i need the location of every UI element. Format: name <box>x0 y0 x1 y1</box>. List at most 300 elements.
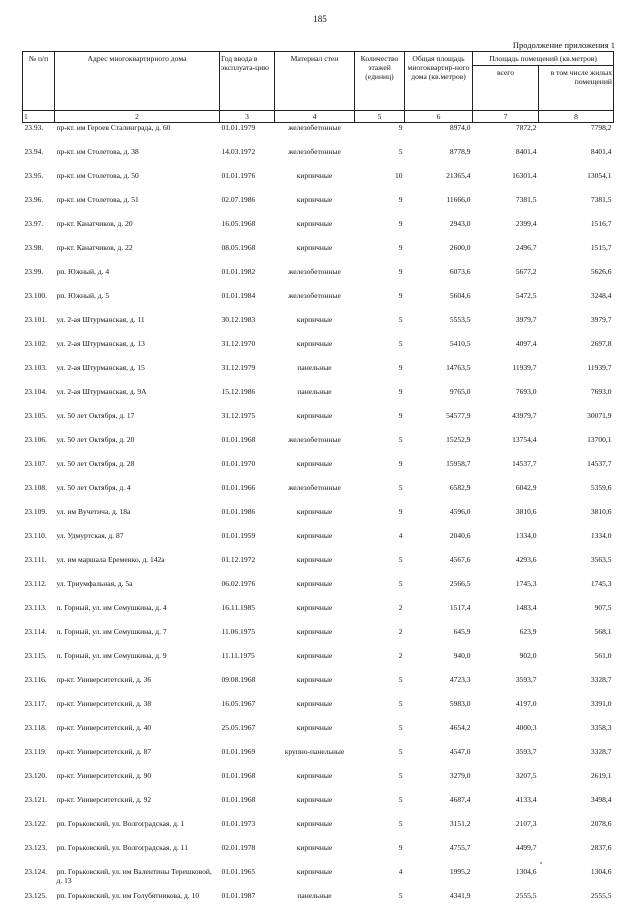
table-row <box>23 795 614 819</box>
row-number: 23.113. <box>24 603 47 612</box>
row-premises-total: 3207,5 <box>515 771 537 780</box>
row-total-area: 4654,2 <box>449 723 471 732</box>
row-premises-total: 5677,2 <box>515 267 537 276</box>
continuation-note: Продолжение приложения 1 <box>512 40 615 50</box>
row-premises-total: 1304,6 <box>515 867 537 876</box>
row-floors: 2 <box>398 651 403 660</box>
row-address: п. Горный, ул. им Семушкина, д. 4 <box>56 603 167 612</box>
row-year: 08.05.1968 <box>221 243 256 252</box>
row-address: рп. Южный, д. 4 <box>56 267 110 276</box>
row-total-area: 3151,2 <box>449 819 471 828</box>
row-address: пр-кт. Университетский, д. 36 <box>56 675 152 684</box>
row-premises-living: 3391,0 <box>590 699 612 708</box>
row-total-area: 8778,9 <box>449 147 471 156</box>
row-address: ул. 50 лет Октября, д. 28 <box>56 459 135 468</box>
row-total-area: 15958,7 <box>446 459 471 468</box>
row-number: 23.118. <box>24 723 47 732</box>
row-number: 23.112. <box>24 579 47 588</box>
row-premises-total: 2496,7 <box>515 243 537 252</box>
row-floors: 9 <box>398 219 403 228</box>
row-total-area: 5604,6 <box>449 291 471 300</box>
row-premises-living: 1516,7 <box>590 219 612 228</box>
row-premises-total: 5472,5 <box>515 291 537 300</box>
row-number: 23.103. <box>24 363 47 372</box>
row-year: 01.01.1969 <box>221 747 256 756</box>
row-material: железобетонные <box>288 291 341 300</box>
row-material: кирпичные <box>296 219 333 228</box>
row-total-area: 1517,4 <box>449 603 471 612</box>
row-premises-total: 7693,0 <box>515 387 537 396</box>
row-floors: 9 <box>398 363 403 372</box>
row-premises-living: 14537,7 <box>587 459 612 468</box>
row-address: рп. Южный, д. 5 <box>56 291 110 300</box>
row-total-area: 54577,9 <box>446 411 471 420</box>
row-year: 30.12.1983 <box>221 315 256 324</box>
row-year: 01.12.1972 <box>221 555 256 564</box>
row-number: 23.116. <box>24 675 47 684</box>
row-premises-living: 5359,6 <box>590 483 612 492</box>
row-address: пр-кт. им Героев Сталинграда, д. 60 <box>56 123 171 132</box>
row-premises-total: 4000,3 <box>515 723 537 732</box>
row-material: кирпичные <box>296 627 333 636</box>
column-number: 3 <box>220 111 275 123</box>
row-material: железобетонные <box>288 147 341 156</box>
row-address: пр-кт. им Столетова, д. 50 <box>56 171 139 180</box>
row-floors: 5 <box>398 315 403 324</box>
row-address: пр-кт. им Столетова, д. 38 <box>56 147 139 156</box>
row-floors: 5 <box>398 819 403 828</box>
row-number: 23.96. <box>24 195 44 204</box>
row-total-area: 4755,7 <box>449 843 471 852</box>
row-year: 31.12.1970 <box>221 339 256 348</box>
row-premises-total: 8401,4 <box>515 147 537 156</box>
row-total-area: 940,0 <box>453 651 471 660</box>
table-row <box>23 483 614 507</box>
row-floors: 9 <box>398 507 403 516</box>
row-floors: 9 <box>398 267 403 276</box>
row-year: 01.01.1968 <box>221 795 256 804</box>
row-number: 23.104. <box>24 387 47 396</box>
row-total-area: 4567,6 <box>449 555 471 564</box>
row-premises-total: 1745,3 <box>515 579 537 588</box>
row-number: 23.108. <box>24 483 47 492</box>
row-floors: 4 <box>398 531 403 540</box>
row-address: рп. Горьковский, ул. Волгоградская, д. 1 <box>56 819 185 828</box>
row-material: кирпичные <box>296 459 333 468</box>
table-row <box>23 267 614 291</box>
row-premises-living: 2697,8 <box>590 339 612 348</box>
row-number: 23.97. <box>24 219 44 228</box>
row-total-area: 5553,5 <box>449 315 471 324</box>
row-total-area: 1995,2 <box>449 867 471 876</box>
row-floors: 9 <box>398 387 403 396</box>
row-premises-total: 11939,7 <box>512 363 537 372</box>
row-year: 01.01.1987 <box>221 891 256 900</box>
row-premises-total: 2555,5 <box>515 891 537 900</box>
row-number: 23.107. <box>24 459 47 468</box>
row-year: 01.01.1984 <box>221 291 256 300</box>
row-year: 16.05.1967 <box>221 699 256 708</box>
table-row <box>23 843 614 867</box>
row-material: кирпичные <box>296 531 333 540</box>
row-material: железобетонные <box>288 267 341 276</box>
row-number: 23.102. <box>24 339 47 348</box>
row-material: панельные <box>297 891 332 900</box>
table-row <box>23 123 614 148</box>
row-address: пр-кт. Университетский, д. 40 <box>56 723 152 732</box>
row-premises-total: 3593,7 <box>515 675 537 684</box>
row-premises-living: 561,0 <box>594 651 612 660</box>
row-floors: 5 <box>398 699 403 708</box>
row-total-area: 2600,0 <box>449 243 471 252</box>
row-material: кирпичные <box>296 771 333 780</box>
row-address: ул. 50 лет Октября, д. 4 <box>56 483 131 492</box>
row-floors: 5 <box>398 723 403 732</box>
row-number: 23.101. <box>24 315 47 324</box>
row-premises-living: 1304,6 <box>590 867 612 876</box>
row-total-area: 4547,0 <box>449 747 471 756</box>
row-total-area: 5983,0 <box>449 699 471 708</box>
row-material: кирпичные <box>296 819 333 828</box>
row-floors: 5 <box>398 771 403 780</box>
row-year: 01.01.1976 <box>221 171 256 180</box>
column-number: 1 <box>23 111 55 123</box>
row-year: 31.12.1975 <box>221 411 256 420</box>
row-premises-living: 2619,1 <box>590 771 612 780</box>
row-address: пр-кт. Университетский, д. 92 <box>56 795 152 804</box>
row-number: 23.120. <box>24 771 47 780</box>
row-material: железобетонные <box>288 123 341 132</box>
row-material: панельные <box>297 363 332 372</box>
row-floors: 9 <box>398 291 403 300</box>
row-material: кирпичные <box>296 723 333 732</box>
row-premises-living: 3358,3 <box>590 723 612 732</box>
row-premises-total: 1334,0 <box>515 531 537 540</box>
table-row <box>23 555 614 579</box>
row-address: пр-кт. Университетский, д. 90 <box>56 771 152 780</box>
row-address: рп. Горьковский, ул. им Голубятникова, д. 10 <box>56 891 200 900</box>
row-material: кирпичные <box>296 603 333 612</box>
row-material: кирпичные <box>296 651 333 660</box>
header-num: № п/п <box>23 52 55 111</box>
row-floors: 10 <box>395 171 403 180</box>
row-number: 23.106. <box>24 435 47 444</box>
row-year: 02.01.1978 <box>221 843 256 852</box>
row-address: ул. им Вучетича, д. 18а <box>56 507 131 516</box>
row-address: пр-кт. Университетский, д. 87 <box>56 747 152 756</box>
page-number: 185 <box>313 14 327 24</box>
table-row <box>23 363 614 387</box>
row-premises-living: 3248,4 <box>590 291 612 300</box>
row-premises-total: 6042,9 <box>515 483 537 492</box>
row-premises-living: 907,5 <box>594 603 612 612</box>
row-address: ул. Удмуртская, д. 87 <box>56 531 124 540</box>
row-material: кирпичные <box>296 795 333 804</box>
table-row <box>23 411 614 435</box>
row-total-area: 2566,5 <box>449 579 471 588</box>
row-total-area: 4687,4 <box>449 795 471 804</box>
table-row <box>23 339 614 363</box>
row-year: 25.05.1967 <box>221 723 256 732</box>
table-row <box>23 507 614 531</box>
column-number: 4 <box>275 111 355 123</box>
row-address: рп. Горьковский, ул. им Валентины Терешковой, д. 13 <box>56 867 212 885</box>
row-address: рп. Горьковский, ул. Волгоградская, д. 11 <box>56 843 188 852</box>
row-year: 01.01.1968 <box>221 771 256 780</box>
row-number: 23.109. <box>24 507 47 516</box>
header-floors: Количество этажей (единиц) <box>355 52 405 111</box>
row-premises-total: 13754,4 <box>512 435 537 444</box>
row-premises-total: 3810,6 <box>515 507 537 516</box>
row-number: 23.93. <box>24 123 44 132</box>
row-total-area: 6073,6 <box>449 267 471 276</box>
table-row <box>23 387 614 411</box>
table-row <box>23 435 614 459</box>
row-premises-total: 16301,4 <box>512 171 537 180</box>
row-total-area: 4723,3 <box>449 675 471 684</box>
row-year: 01.01.1986 <box>221 507 256 516</box>
row-floors: 2 <box>398 603 403 612</box>
header-premises-living: в том числе жилых помещений <box>539 66 614 111</box>
row-year: 06.02.1976 <box>221 579 256 588</box>
row-total-area: 14763,5 <box>446 363 471 372</box>
row-year: 15.12.1986 <box>221 387 256 396</box>
table-row <box>23 747 614 771</box>
row-premises-living: 13054,1 <box>587 171 612 180</box>
row-year: 09.08.1968 <box>221 675 256 684</box>
row-premises-total: 14537,7 <box>512 459 537 468</box>
row-number: 23.95. <box>24 171 44 180</box>
row-year: 01.01.1982 <box>221 267 256 276</box>
header-material: Материал стен <box>275 52 355 111</box>
row-total-area: 2040,6 <box>449 531 471 540</box>
row-premises-living: 1745,3 <box>590 579 612 588</box>
row-year: 01.01.1968 <box>221 435 256 444</box>
scan-speck <box>540 862 542 864</box>
row-total-area: 15252,9 <box>446 435 471 444</box>
row-premises-living: 3498,4 <box>590 795 612 804</box>
row-premises-living: 7381,5 <box>590 195 612 204</box>
row-premises-living: 7693,0 <box>590 387 612 396</box>
row-material: кирпичные <box>296 195 333 204</box>
row-number: 23.111. <box>24 555 47 564</box>
table-row <box>23 147 614 171</box>
row-year: 01.01.1965 <box>221 867 256 876</box>
table-row <box>23 627 614 651</box>
row-material: железобетонные <box>288 435 341 444</box>
header-premises-total: всего <box>473 66 539 111</box>
row-material: кирпичные <box>296 339 333 348</box>
row-floors: 5 <box>398 795 403 804</box>
row-total-area: 6582,9 <box>449 483 471 492</box>
row-material: кирпичные <box>296 171 333 180</box>
row-premises-total: 4499,7 <box>515 843 537 852</box>
row-total-area: 21365,4 <box>446 171 471 180</box>
row-total-area: 645,9 <box>453 627 471 636</box>
row-address: ул. 2-ая Штурманская, д. 11 <box>56 315 145 324</box>
row-material: кирпичные <box>296 555 333 564</box>
row-premises-total: 3593,7 <box>515 747 537 756</box>
row-premises-living: 30071,9 <box>587 411 612 420</box>
column-number: 7 <box>473 111 539 123</box>
row-year: 02.07.1986 <box>221 195 256 204</box>
row-year: 01.01.1970 <box>221 459 256 468</box>
row-premises-living: 1334,0 <box>590 531 612 540</box>
row-material: кирпичные <box>296 411 333 420</box>
column-number: 2 <box>55 111 220 123</box>
row-premises-total: 2107,3 <box>515 819 537 828</box>
row-material: кирпичные <box>296 243 333 252</box>
row-number: 23.119. <box>24 747 47 756</box>
row-material: кирпичные <box>296 579 333 588</box>
row-floors: 9 <box>398 195 403 204</box>
header-premises: Площадь помещений (кв.метров) <box>473 52 614 66</box>
housing-register-table <box>22 51 614 921</box>
row-total-area: 9765,0 <box>449 387 471 396</box>
row-premises-total: 43979,7 <box>512 411 537 420</box>
row-address: пр-кт. Канатчиков, д. 20 <box>56 219 133 228</box>
row-floors: 9 <box>398 843 403 852</box>
row-year: 11.06.1975 <box>221 627 255 636</box>
row-material: кирпичные <box>296 867 333 876</box>
row-total-area: 2943,0 <box>449 219 471 228</box>
row-address: ул. 50 лет Октября, д. 17 <box>56 411 135 420</box>
row-number: 23.99. <box>24 267 44 276</box>
row-address: ул. им маршала Еременко, д. 142а <box>56 555 165 564</box>
table-row <box>23 819 614 843</box>
row-number: 23.98. <box>24 243 44 252</box>
row-address: ул. 2-ая Штурманская, д. 15 <box>56 363 145 372</box>
row-premises-total: 623,9 <box>519 627 537 636</box>
row-number: 23.125. <box>24 891 47 900</box>
row-premises-living: 2555,5 <box>590 891 612 900</box>
row-floors: 5 <box>398 435 403 444</box>
row-material: кирпичные <box>296 315 333 324</box>
row-premises-living: 5626,6 <box>590 267 612 276</box>
table-row <box>23 603 614 627</box>
row-floors: 5 <box>398 675 403 684</box>
row-total-area: 4341,9 <box>449 891 471 900</box>
row-number: 23.115. <box>24 651 47 660</box>
table-row <box>23 723 614 747</box>
row-material: кирпичные <box>296 699 333 708</box>
row-total-area: 4596,0 <box>449 507 471 516</box>
row-premises-living: 7798,2 <box>590 123 612 132</box>
row-year: 16.11.1985 <box>221 603 255 612</box>
row-floors: 2 <box>398 627 403 636</box>
row-address: ул. 50 лет Октября, д. 20 <box>56 435 135 444</box>
row-floors: 5 <box>398 747 403 756</box>
table-row <box>23 579 614 603</box>
row-number: 23.122. <box>24 819 47 828</box>
row-material: железобетонные <box>288 483 341 492</box>
table-row <box>23 651 614 675</box>
table-row <box>23 867 614 891</box>
table-row <box>23 219 614 243</box>
row-total-area: 5410,5 <box>449 339 471 348</box>
table-row <box>23 459 614 483</box>
row-premises-living: 3979,7 <box>590 315 612 324</box>
row-floors: 5 <box>398 555 403 564</box>
header-address: Адрес многоквартирного дома <box>55 52 220 111</box>
column-number: 6 <box>405 111 473 123</box>
row-material: кирпичные <box>296 675 333 684</box>
row-total-area: 8974,0 <box>449 123 471 132</box>
row-number: 23.94. <box>24 147 44 156</box>
row-year: 01.01.1979 <box>221 123 256 132</box>
row-premises-living: 2078,6 <box>590 819 612 828</box>
table-row <box>23 243 614 267</box>
row-floors: 9 <box>398 123 403 132</box>
row-floors: 9 <box>398 459 403 468</box>
row-address: ул. 2-ая Штурманская, д. 9А <box>56 387 147 396</box>
header-year: Год ввода в эксплуата-цию <box>220 52 275 111</box>
row-premises-living: 13700,1 <box>587 435 612 444</box>
row-premises-living: 1515,7 <box>590 243 612 252</box>
row-premises-total: 4097,4 <box>515 339 537 348</box>
row-premises-living: 568,1 <box>594 627 612 636</box>
row-year: 01.01.1959 <box>221 531 256 540</box>
row-year: 11.11.1975 <box>221 651 255 660</box>
column-number: 8 <box>539 111 614 123</box>
row-number: 23.100. <box>24 291 47 300</box>
row-premises-total: 1483,4 <box>515 603 537 612</box>
row-year: 31.12.1979 <box>221 363 256 372</box>
row-premises-living: 3328,7 <box>590 747 612 756</box>
row-address: п. Горный, ул. им Семушкина, д. 7 <box>56 627 167 636</box>
row-floors: 5 <box>398 339 403 348</box>
row-address: пр-кт. им Столетова, д. 51 <box>56 195 139 204</box>
table-row <box>23 531 614 555</box>
row-floors: 5 <box>398 147 403 156</box>
row-material: крупно-панельные <box>284 747 345 756</box>
table-row <box>23 675 614 699</box>
row-year: 16.05.1968 <box>221 219 256 228</box>
row-number: 23.124. <box>24 867 47 876</box>
table-row <box>23 891 614 921</box>
row-number: 23.121. <box>24 795 47 804</box>
row-material: панельные <box>297 387 332 396</box>
row-premises-total: 4293,6 <box>515 555 537 564</box>
row-address: пр-кт. Университетский, д. 38 <box>56 699 152 708</box>
row-number: 23.123. <box>24 843 47 852</box>
row-premises-total: 4133,4 <box>515 795 537 804</box>
row-floors: 4 <box>398 867 403 876</box>
row-premises-total: 902,0 <box>519 651 537 660</box>
row-premises-living: 2837,6 <box>590 843 612 852</box>
row-address: пр-кт. Канатчиков, д. 22 <box>56 243 133 252</box>
row-premises-total: 7381,5 <box>515 195 537 204</box>
table-row <box>23 291 614 315</box>
header-total-area: Общая площадь многоквартир-ного дома (кв.метров) <box>405 52 473 111</box>
row-floors: 5 <box>398 579 403 588</box>
row-premises-living: 3563,5 <box>590 555 612 564</box>
row-number: 23.114. <box>24 627 47 636</box>
table-row <box>23 171 614 195</box>
column-number: 5 <box>355 111 405 123</box>
row-year: 14.03.1972 <box>221 147 256 156</box>
row-premises-total: 4197,0 <box>515 699 537 708</box>
row-premises-total: 2399,4 <box>515 219 537 228</box>
row-material: кирпичные <box>296 843 333 852</box>
row-premises-living: 3328,7 <box>590 675 612 684</box>
row-premises-living: 11939,7 <box>587 363 612 372</box>
row-number: 23.110. <box>24 531 47 540</box>
row-address: ул. Триумфальная, д. 5а <box>56 579 133 588</box>
row-premises-total: 7872,2 <box>515 123 537 132</box>
row-premises-total: 3979,7 <box>515 315 537 324</box>
table-row <box>23 699 614 723</box>
